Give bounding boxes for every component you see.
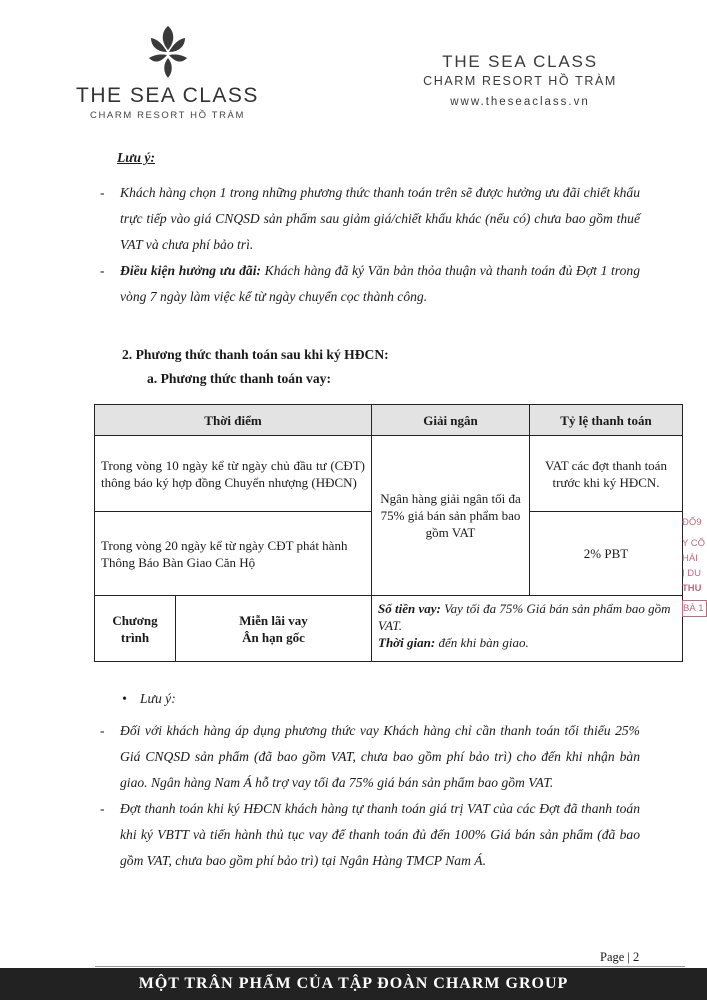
note2-item-1 xyxy=(100,718,640,796)
note-item-2-label: Điều kiện hưởng ưu đãi: xyxy=(120,263,261,278)
note2-item-1-text: Đối với khách hàng áp dụng phương thức vay Khách hàng chỉ cần thanh toán tối thiểu 25% Giá CNQSD sản phẩm (đã bao gồm VAT, chưa bao gồm phí bảo trì) cho đến khi nhận bàn giao. Ngân hàng Nam Á hỗ trợ vay tối đa 75% giá bán sản phẩm bao gồm VAT. xyxy=(120,723,640,790)
logo xyxy=(70,22,265,121)
row1-rate: VAT các đợt thanh toán trước khi ký HĐCN. xyxy=(530,436,683,512)
brand-url[interactable]: www.theseaclass.vn xyxy=(450,96,590,108)
note-item-2 xyxy=(100,258,640,310)
row1-time: Trong vòng 10 ngày kể từ ngày chủ đầu tư (CĐT) thông báo ký hợp đồng Chuyển nhượng (HĐCN) xyxy=(95,436,372,512)
dash-marker: - xyxy=(100,801,105,816)
stamp-text: THU xyxy=(682,583,702,594)
stamp-text: Ị DU xyxy=(682,568,701,579)
note2-item-2-text: Đợt thanh toán khi ký HĐCN khách hàng tự thanh toán giá trị VAT của các Đợt đã thanh toán khi ký VBTT và tiến hành thủ tục vay để thanh toán đủ đến 100% Giá bán sản phẩm (đã bao gồm VAT, chưa bao gồm phí bảo trì) tại Ngân Hàng TMCP Nam Á. xyxy=(120,801,640,868)
note-item-1-text: Khách hàng chọn 1 trong những phương thức thanh toán trên sẽ được hưởng ưu đãi chiết khấu trực tiếp vào giá CNQSD sản phẩm sau giảm giá/chiết khấu khác (nếu có) chưa bao gồm thuế VAT và chưa phí bảo trì. xyxy=(120,185,640,252)
row2-time: Trong vòng 20 ngày kể từ ngày CĐT phát hành Thông Báo Bàn Giao Căn Hộ xyxy=(95,512,372,596)
stamp-text: BÀ 1 xyxy=(682,600,707,617)
program-label: Chương trình xyxy=(95,596,176,662)
note-item-1 xyxy=(100,180,640,258)
logo-main-text: THE SEA CLASS xyxy=(76,84,259,107)
payment-table xyxy=(94,404,683,662)
note2-item-2 xyxy=(100,796,640,874)
disbursement-cell: Ngân hàng giải ngân tối đa 75% giá bán sản phẩm bao gồm VAT xyxy=(372,436,530,596)
stamp-text: HÁI xyxy=(682,553,698,564)
table-row xyxy=(95,596,683,662)
subsection-heading: a. Phương thức thanh toán vay: xyxy=(147,371,331,386)
header-rate: Tỷ lệ thanh toán xyxy=(530,405,683,436)
stamp-text: ĐỐ9 xyxy=(682,517,702,528)
brand-block xyxy=(405,52,635,108)
bullet-icon: • xyxy=(122,691,127,706)
stamp-fragment xyxy=(682,515,707,617)
dash-marker: - xyxy=(100,185,105,200)
header-time: Thời điểm xyxy=(95,405,372,436)
dash-marker: - xyxy=(100,723,105,738)
page-number: Page | 2 xyxy=(600,950,640,964)
loan-time-value: đến khi bàn giao. xyxy=(435,635,529,650)
note2-title-text: Lưu ý: xyxy=(140,691,176,706)
footer-divider xyxy=(95,966,685,967)
table-header-row xyxy=(95,405,683,436)
loan-amount-value: Vay tối đa 75% Giá bán sản phẩm bao gồm VAT. xyxy=(378,601,671,633)
loan-amount-label: Số tiền vay: xyxy=(378,601,441,616)
loan-details xyxy=(372,596,683,662)
note-item-2-text: Khách hàng đã ký Văn bản thỏa thuận và thanh toán đủ Đợt 1 trong vòng 7 ngày làm việc kể từ ngày chuyển cọc thành công. xyxy=(120,263,640,304)
section-heading: 2. Phương thức thanh toán sau khi ký HĐCN: xyxy=(122,347,389,362)
loan-time-label: Thời gian: xyxy=(378,635,436,650)
header-disbursement: Giải ngân xyxy=(372,405,530,436)
dash-marker: - xyxy=(100,263,105,278)
footer-banner: MỘT TRÂN PHẨM CỦA TẬP ĐOÀN CHARM GROUP xyxy=(0,968,707,1000)
shell-logo-icon xyxy=(145,22,191,82)
brand-subtitle: CHARM RESORT HỒ TRÀM xyxy=(423,74,617,88)
stamp-text: Y CỔ xyxy=(682,538,706,549)
brand-title: THE SEA CLASS xyxy=(442,52,598,71)
logo-sub-text: CHARM RESORT HỒ TRÀM xyxy=(90,110,245,121)
table-row xyxy=(95,436,683,512)
note-title: Lưu ý: xyxy=(117,150,155,165)
program-value: Miễn lãi vay Ân hạn gốc xyxy=(176,596,372,662)
note2-title xyxy=(122,686,176,712)
row2-rate: 2% PBT xyxy=(530,512,683,596)
